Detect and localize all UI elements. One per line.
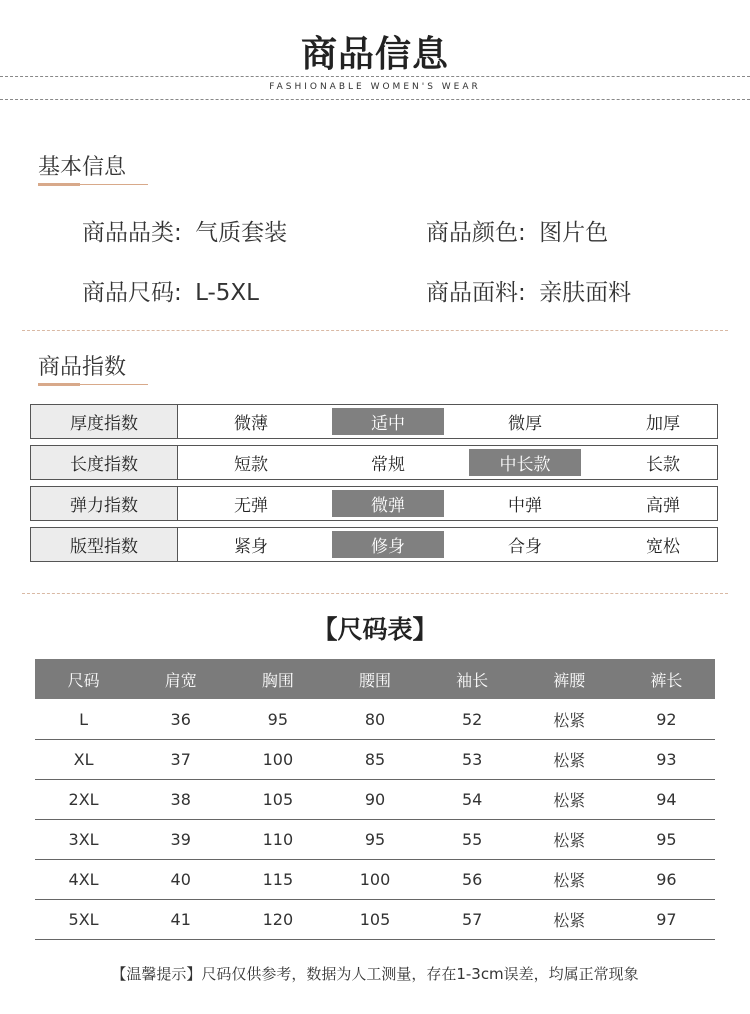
size-table-cell: 56 <box>461 870 483 889</box>
index-option: 微薄 <box>234 414 268 434</box>
index-option: 无弹 <box>234 496 268 516</box>
index-row <box>30 527 718 562</box>
size-table-header <box>35 659 715 699</box>
index-option: 合身 <box>508 537 542 557</box>
fabric-field <box>426 274 631 307</box>
header-divider-top <box>0 76 750 77</box>
section-divider <box>22 593 728 594</box>
color-label: 商品颜色: <box>426 220 526 246</box>
index-row <box>30 486 718 521</box>
size-table-cell: 5XL <box>68 910 99 929</box>
size-table-column-header: 袖长 <box>456 670 489 690</box>
color-field <box>426 214 608 247</box>
color-value: 图片色 <box>539 220 609 246</box>
size-table-cell: 85 <box>364 750 386 769</box>
size-table-cell: 110 <box>262 830 294 849</box>
size-table-cell: 52 <box>461 710 483 729</box>
index-option: 常规 <box>371 455 405 475</box>
size-table-cell: 96 <box>656 870 677 889</box>
section-divider <box>22 330 728 331</box>
index-row-label: 弹力指数 <box>31 487 178 520</box>
size-field <box>82 274 259 307</box>
size-table-cell: 40 <box>170 870 191 889</box>
size-table-row <box>35 740 715 780</box>
page-subtitle: FASHIONABLE WOMEN'S WEAR <box>269 82 481 92</box>
size-table-column-header: 裤腰 <box>553 670 586 690</box>
size-table-cell: 105 <box>262 790 294 809</box>
size-table-row <box>35 700 715 740</box>
size-table-cell: 95 <box>364 830 386 849</box>
size-table-column-header: 肩宽 <box>164 670 197 690</box>
index-option-selected: 修身 <box>332 531 444 558</box>
size-table-cell: 39 <box>170 830 191 849</box>
size-table-cell: 松紧 <box>553 711 586 730</box>
size-table-row <box>35 780 715 820</box>
size-label: 商品尺码: <box>82 280 182 306</box>
size-table-cell: 120 <box>262 910 294 929</box>
tip-text: 【温馨提示】尺码仅供参考，数据为人工测量，存在1-3cm误差，均属正常现象 <box>111 965 639 983</box>
size-table-cell: 41 <box>170 910 191 929</box>
size-table-cell: 36 <box>170 710 191 729</box>
index-option: 宽松 <box>646 537 680 557</box>
page-title: 商品信息 <box>300 33 449 75</box>
size-table-cell: 95 <box>656 830 677 849</box>
size-chart-title: 【尺码表】 <box>312 615 438 644</box>
index-option: 紧身 <box>234 537 268 557</box>
size-table-cell: 90 <box>364 790 386 809</box>
category-field <box>82 214 287 247</box>
category-value: 气质套装 <box>195 220 288 246</box>
size-table-cell: 4XL <box>68 870 99 889</box>
size-table-column-header: 尺码 <box>67 670 100 690</box>
size-table-column-header: 腰围 <box>358 670 391 690</box>
size-table-row <box>35 860 715 900</box>
size-table-cell: 松紧 <box>553 871 586 890</box>
index-option-selected: 中长款 <box>469 449 581 476</box>
product-index-heading: 商品指数 <box>38 355 127 380</box>
size-table-cell: 95 <box>267 710 289 729</box>
size-table-cell: 38 <box>170 790 191 809</box>
size-table-cell: 115 <box>262 870 294 889</box>
size-table-cell: 松紧 <box>553 791 586 810</box>
index-option: 短款 <box>234 455 268 475</box>
size-table-cell: XL <box>73 750 94 769</box>
size-table-cell: 37 <box>170 750 191 769</box>
fabric-label: 商品面料: <box>426 280 526 306</box>
size-table-cell: L <box>79 710 89 729</box>
size-table-cell: 92 <box>656 710 677 729</box>
size-table-row <box>35 820 715 860</box>
header-divider-bottom <box>0 99 750 100</box>
size-table-row <box>35 900 715 940</box>
index-option: 微厚 <box>508 414 542 434</box>
size-table-cell: 94 <box>656 790 677 809</box>
size-table-cell: 97 <box>656 910 677 929</box>
size-table-cell: 2XL <box>68 790 99 809</box>
size-table-cell: 松紧 <box>553 911 586 930</box>
index-option-selected: 微弹 <box>332 490 444 517</box>
product-index-underline-accent <box>38 383 80 386</box>
index-option: 中弹 <box>508 496 542 516</box>
index-option-selected: 适中 <box>332 408 444 435</box>
index-option: 长款 <box>646 455 680 475</box>
basic-info-underline-accent <box>38 183 80 186</box>
size-table-cell: 55 <box>461 830 483 849</box>
size-table-cell: 松紧 <box>553 751 586 770</box>
size-table-column-header: 胸围 <box>261 670 294 690</box>
size-table-cell: 57 <box>461 910 483 929</box>
size-table-cell: 80 <box>364 710 386 729</box>
category-label: 商品品类: <box>82 220 182 246</box>
size-table-column-header: 裤长 <box>650 670 683 690</box>
fabric-value: 亲肤面料 <box>539 280 632 306</box>
index-row-label: 厚度指数 <box>31 405 178 438</box>
size-table-cell: 54 <box>461 790 483 809</box>
index-option: 加厚 <box>646 414 680 434</box>
size-table-cell: 100 <box>359 870 391 889</box>
size-table-cell: 53 <box>461 750 483 769</box>
index-row-label: 长度指数 <box>31 446 178 479</box>
index-row <box>30 404 718 439</box>
size-table-cell: 93 <box>656 750 677 769</box>
index-row-label: 版型指数 <box>31 528 178 561</box>
size-table-cell: 105 <box>359 910 391 929</box>
index-option: 高弹 <box>646 496 680 516</box>
size-table-cell: 松紧 <box>553 831 586 850</box>
size-table-cell: 3XL <box>68 830 99 849</box>
size-table-cell: 100 <box>262 750 294 769</box>
size-value: L-5XL <box>195 280 259 306</box>
index-row <box>30 445 718 480</box>
basic-info-heading: 基本信息 <box>38 155 127 180</box>
